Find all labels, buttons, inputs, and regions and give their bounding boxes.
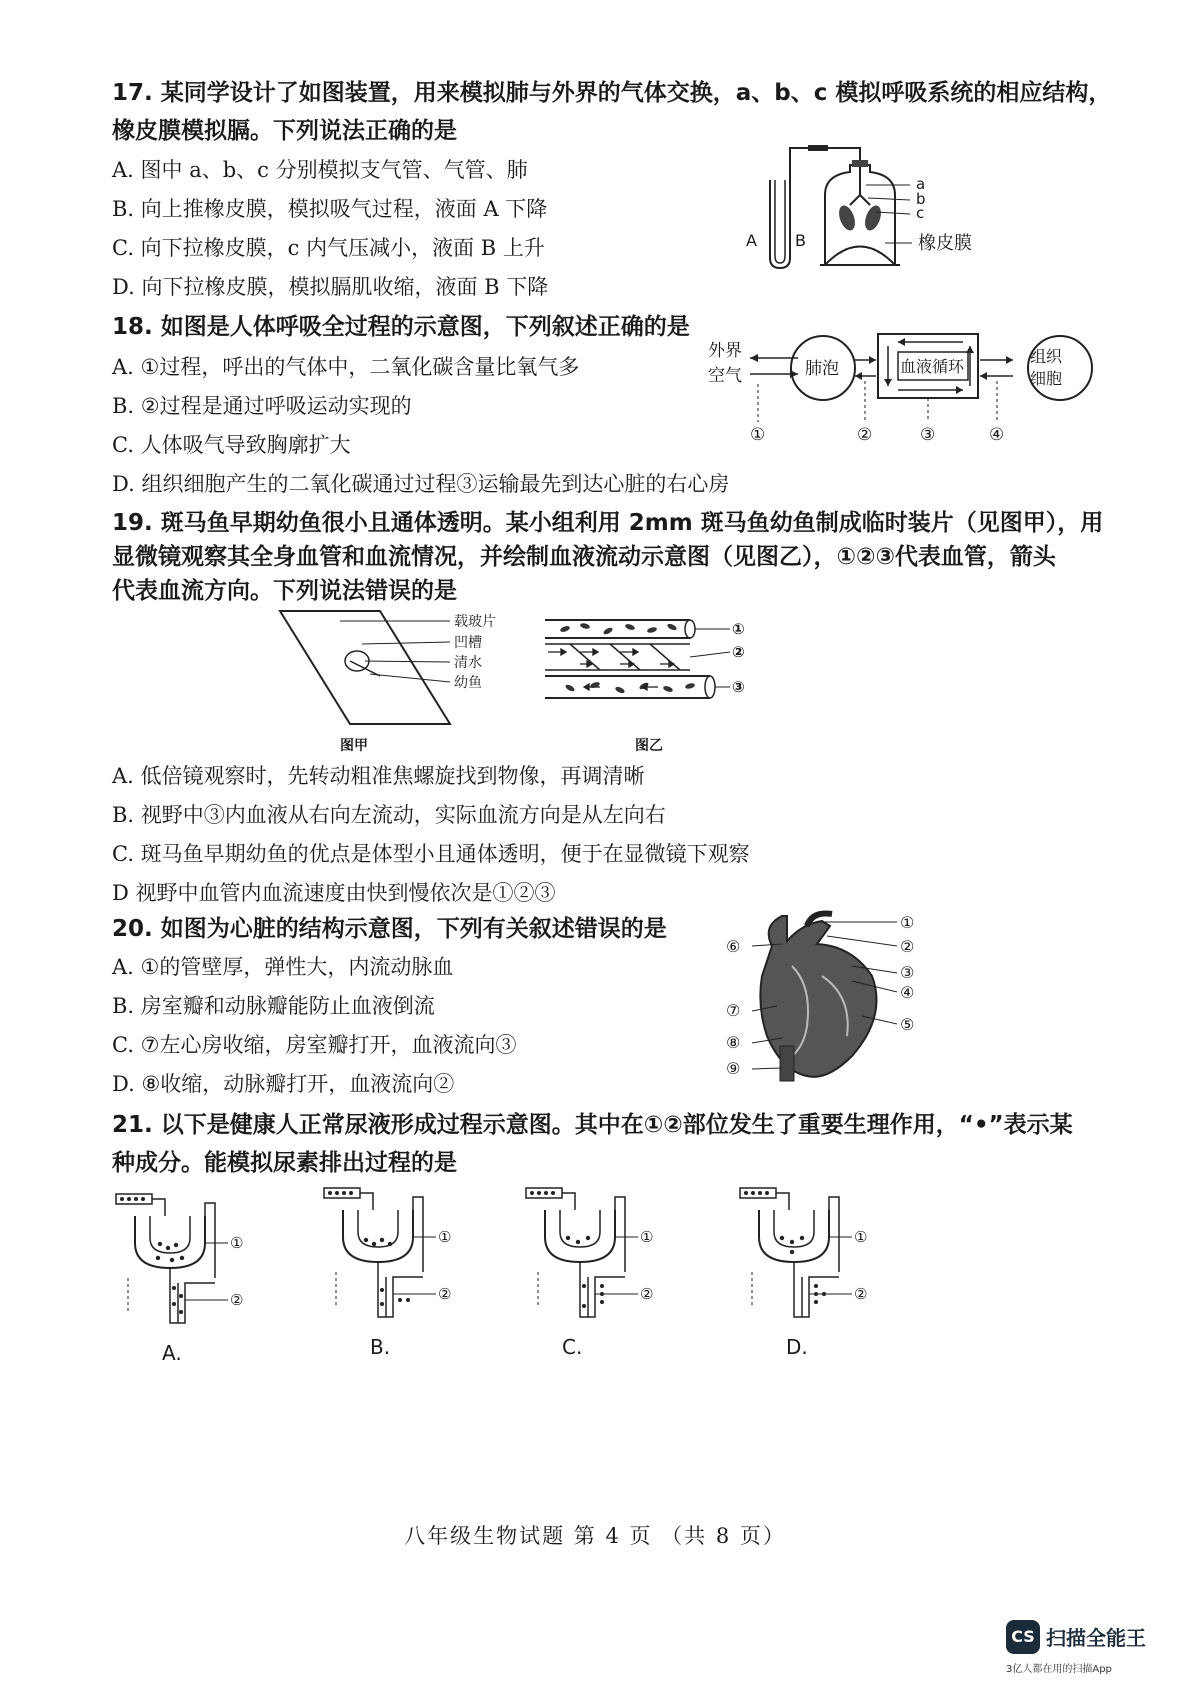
q21-d-letter: D. [786,1335,808,1359]
q20-num-1: ① [900,913,915,932]
q17-option-b: B. 向上推橡皮膜，模拟吸气过程，液面 A 下降 [112,197,548,221]
q18-tissue-label-2: 细胞 [1030,369,1063,388]
q20-num-3: ③ [900,963,915,982]
q21-figure-d [734,1182,884,1362]
q17-label-A: A [746,231,757,250]
q19-figure-jia [270,606,510,756]
q21-c-num-2: ② [640,1285,654,1303]
q20-num-5: ⑤ [900,1015,915,1034]
q17-option-d: D. 向下拉橡皮膜，模拟膈肌收缩，液面 B 下降 [112,275,549,299]
scanner-app-tagline: 3亿人都在用的扫描App [1006,1664,1112,1675]
q19-jia-slide-label: 载玻片 [454,614,496,630]
q19-jia-groove-label: 凹槽 [454,635,482,651]
q17-label-B: B [795,231,806,250]
q20-heart-figure [712,906,932,1086]
q19-yi-num-1: ① [732,620,745,638]
q17-label-b: b [916,190,926,208]
q17-option-a: A. 图中 a、b、c 分别模拟支气管、气管、肺 [112,158,528,182]
q18-num-2: ② [857,425,873,445]
q19-title-line1: 19. 斑马鱼早期幼鱼很小且通体透明。某小组利用 2mm 斑马鱼幼鱼制成临时装片（见图甲），用 [112,510,1104,536]
q18-num-3: ③ [920,425,936,445]
q20-num-7: ⑦ [726,1001,741,1020]
q20-num-4: ④ [900,983,915,1002]
q21-a-letter: A. [162,1341,182,1365]
q19-yi-num-2: ② [732,643,745,661]
q20-title: 20. 如图为心脏的结构示意图，下列有关叙述错误的是 [112,916,667,942]
q17-label-a: a [916,175,926,193]
scanner-logo-icon: CS [1006,1620,1040,1654]
q19-jia-caption: 图甲 [340,738,368,754]
scanner-app-name: 扫描全能王 [1046,1626,1146,1650]
q21-b-letter: B. [370,1335,391,1359]
q21-figure-a [110,1188,260,1368]
q18-respiration-diagram [708,326,1068,446]
q18-alveoli-label: 肺泡 [805,359,839,379]
q19-option-a: A. 低倍镜观察时，先转动粗准焦螺旋找到物像，再调清晰 [112,764,645,788]
q21-a-num-2: ② [230,1291,244,1309]
q21-c-num-1: ① [640,1228,654,1246]
page-footer: 八年级生物试题 第 4 页 （共 8 页） [404,1524,786,1548]
q18-tissue-label-1: 组织 [1030,347,1063,366]
q20-option-b: B. 房室瓣和动脉瓣能防止血液倒流 [112,994,435,1018]
q18-num-4: ④ [989,425,1005,445]
q19-option-c: C. 斑马鱼早期幼鱼的优点是体型小且通体透明，便于在显微镜下观察 [112,842,750,866]
q20-num-2: ② [900,937,915,956]
q17-lung-model-figure [740,140,1000,275]
q19-jia-water-label: 清水 [454,655,482,671]
q18-option-b: B. ②过程是通过呼吸运动实现的 [112,394,412,418]
scanner-watermark [1006,1618,1166,1678]
q20-num-9: ⑨ [726,1059,741,1078]
q18-option-a: A. ①过程，呼出的气体中，二氧化碳含量比氧气多 [112,355,580,379]
q17-label-c: c [916,204,925,222]
q21-title-line2: 种成分。能模拟尿素排出过程的是 [112,1150,457,1176]
q19-figure-yi [540,612,770,756]
q21-a-num-1: ① [230,1234,244,1252]
q18-option-c: C. 人体吸气导致胸廓扩大 [112,433,351,457]
q21-b-num-1: ① [438,1228,452,1246]
q17-title-line2: 橡皮膜模拟膈。下列说法正确的是 [112,118,457,144]
q21-d-num-1: ① [854,1228,868,1246]
q18-title: 18. 如图是人体呼吸全过程的示意图，下列叙述正确的是 [112,314,690,340]
q21-b-num-2: ② [438,1285,452,1303]
q18-num-1: ① [750,425,766,445]
q20-num-8: ⑧ [726,1033,741,1052]
q19-yi-caption: 图乙 [635,738,663,754]
q18-circulation-label: 血液循环 [900,357,965,376]
q19-jia-fish-label: 幼鱼 [454,675,482,691]
q18-outside-label-2: 空气 [708,366,742,386]
q19-yi-num-3: ③ [732,678,745,696]
q20-option-a: A. ①的管壁厚，弹性大，内流动脉血 [112,955,454,979]
q19-title-line3: 代表血流方向。下列说法错误的是 [112,578,457,604]
q19-option-d: D 视野中血管内血流速度由快到慢依次是①②③ [112,881,556,905]
q19-title-line2: 显微镜观察其全身血管和血流情况，并绘制血液流动示意图（见图乙），①②③代表血管，箭头 [112,544,1056,570]
q21-figure-c [520,1182,670,1362]
q18-option-d: D. 组织细胞产生的二氧化碳通过过程③运输最先到达心脏的右心房 [112,472,730,496]
q17-label-membrane: 橡皮膜 [918,233,972,254]
q17-option-c: C. 向下拉橡皮膜，c 内气压减小，液面 B 上升 [112,236,545,260]
q21-c-letter: C. [562,1335,583,1359]
q20-num-6: ⑥ [726,937,741,956]
q21-title-line1: 21. 以下是健康人正常尿液形成过程示意图。其中在①②部位发生了重要生理作用，“•”表示某 [112,1112,1073,1138]
q21-d-num-2: ② [854,1285,868,1303]
q20-option-d: D. ⑧收缩，动脉瓣打开，血液流向② [112,1072,455,1096]
q19-option-b: B. 视野中③内血液从右向左流动，实际血流方向是从左向右 [112,803,666,827]
q20-option-c: C. ⑦左心房收缩，房室瓣打开，血液流向③ [112,1033,517,1057]
q21-figure-b [318,1182,468,1362]
q17-title-line1: 17. 某同学设计了如图装置，用来模拟肺与外界的气体交换，a、b、c 模拟呼吸系统的相应结构， [112,80,1112,106]
q18-outside-label-1: 外界 [708,341,742,361]
